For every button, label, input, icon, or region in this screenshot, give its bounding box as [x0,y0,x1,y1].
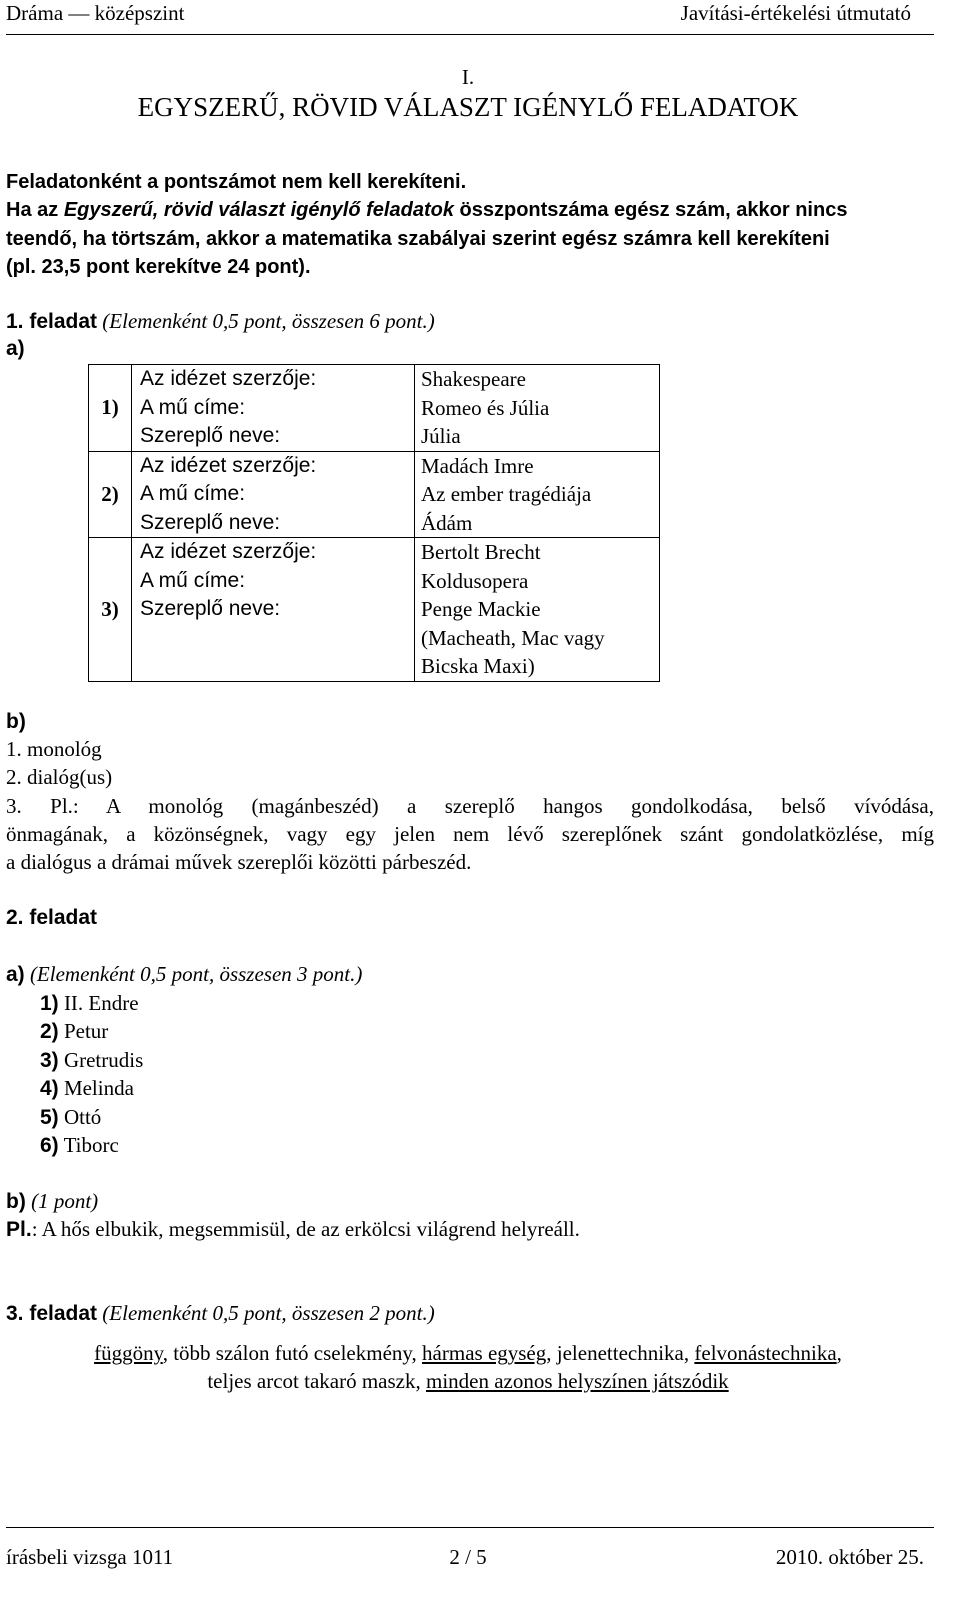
term-underlined: függöny [94,1341,163,1365]
task3-line2: teljes arcot takaró maszk, minden azonos helyszínen játszódik [207,1369,729,1393]
list-item: 6) Tiborc [40,1132,119,1157]
list-item: 1) II. Endre [40,991,139,1015]
row-labels: Az idézet szerzője: A mű címe: Szereplő neve: [132,451,415,538]
row-labels: Az idézet szerzője: A mű címe: Szereplő neve: [132,538,415,682]
row-answers: Madách Imre Az ember tragédiája Ádám [415,451,660,538]
answer-table [88,364,660,682]
list-item: 5) Ottó [40,1104,102,1129]
task2-heading: 2. feladat [6,906,98,929]
header-right: Javítási-értékelési útmutató [680,1,911,25]
row-number: 1) [89,365,132,452]
table-row [89,451,660,538]
task2-b-heading: b) (1 pont) [6,1189,99,1213]
intro-line-2: Ha az Egyszerű, rövid választ igénylő feladatok összpontszáma egész szám, akkor nincs [6,199,848,221]
header-divider [6,34,934,35]
task3-line1: függöny, több szálon futó cselekmény, hármas egység, jelenettechnika, felvonástechnika, [94,1341,842,1365]
task2-answer-list [40,989,143,1159]
task1-b3-line2: önmagának, a közönségnek, vagy egy jelen nem lévő szereplőnek szánt gondolatközlése, míg [6,822,934,846]
section-number: I. [461,65,475,89]
footer-right: 2010. október 25. [775,1545,924,1569]
row-answers: Shakespeare Romeo és Júlia Júlia [415,365,660,452]
task2-b-answer: Pl.: A hős elbukik, megsemmisül, de az erkölcsi világrend helyreáll. [6,1217,580,1241]
task1-heading: 1. feladat (Elemenként 0,5 pont, összesen 6 pont.) [6,309,435,333]
intro-line-4: (pl. 23,5 pont kerekítve 24 pont). [6,256,311,278]
list-item: 4) Melinda [40,1076,134,1101]
row-labels: Az idézet szerzője: A mű címe: Szereplő neve: [132,365,415,452]
footer-page-number: 2 / 5 [449,1545,487,1569]
term-underlined: hármas egység [422,1341,547,1365]
intro-line-1: Feladatonként a pontszámot nem kell kerekíteni. [6,171,467,193]
intro-line-3: teendő, ha törtszám, akkor a matematika szabályai szerint egész számra kell kerekíteni [6,228,830,250]
intro-italic-term: Egyszerű, rövid választ igénylő feladatok [63,199,454,221]
task1-b1: 1. monológ [6,737,102,761]
section-title: EGYSZERŰ, RÖVID VÁLASZT IGÉNYLŐ FELADATOK [137,92,799,122]
row-number: 2) [89,451,132,538]
task3-heading: 3. feladat (Elemenként 0,5 pont, összesen 2 pont.) [6,1301,435,1325]
task1-b2: 2. dialóg(us) [6,765,113,789]
row-answers: Bertolt Brecht Koldusopera Penge Mackie (Macheath, Mac vagy Bicska Maxi) [415,538,660,682]
task1-part-b: b) [6,710,26,733]
term-underlined: minden azonos helyszínen játszódik [425,1369,729,1393]
task1-b3-line1: 3. Pl.: A monológ (magánbeszéd) a szereplő hangos gondolkodása, belső vívódása, [6,794,934,818]
table-row [89,365,660,452]
row-number: 3) [89,538,132,682]
list-item: 2) Petur [40,1019,109,1044]
task1-b3-line3: a dialógus a drámai művek szereplői közötti párbeszéd. [6,850,472,874]
footer-divider [6,1527,934,1528]
term-underlined: felvonástechnika [694,1341,837,1365]
task1-part-a: a) [6,337,25,360]
task2-a-heading: a) (Elemenként 0,5 pont, összesen 3 pont.) [6,962,363,986]
table-row [89,538,660,682]
list-item: 3) Gretrudis [40,1047,144,1072]
footer-left: írásbeli vizsga 1011 [6,1545,174,1569]
header-left: Dráma — középszint [6,1,185,25]
